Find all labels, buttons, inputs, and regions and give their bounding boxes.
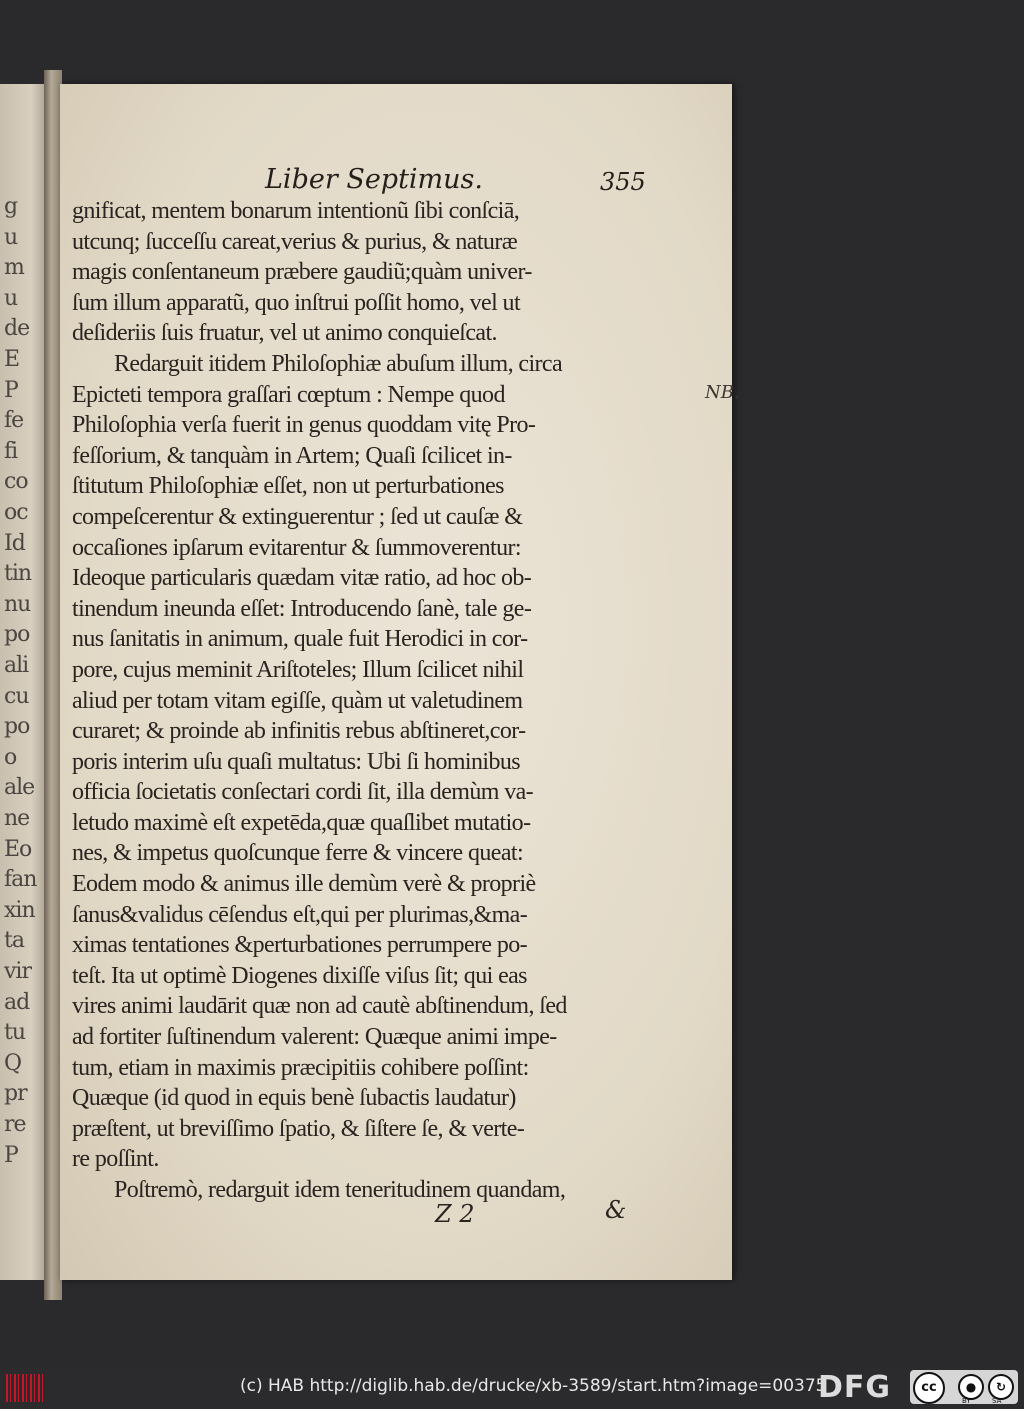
prev-page-fragment: o <box>4 744 17 770</box>
text-line: Poſtremò, redarguit idem teneritudinem quandam, <box>114 1177 566 1203</box>
page-header <box>60 164 732 200</box>
text-line: curaret; & proinde ab infinitis rebus abſtineret,cor- <box>72 718 526 745</box>
text-line: Quæque (id quod in equis benè ſubactis laudatur) <box>72 1085 516 1112</box>
running-head: Liber Septimus. <box>265 164 483 195</box>
page-number: 355 <box>600 168 646 196</box>
text-line: præſtent, ut breviſſimo ſpatio, & ſiſtere ſe, & verte- <box>72 1115 525 1142</box>
text-line: ſum illum apparatũ, quo inſtrui poſſit homo, vel ut <box>72 289 521 316</box>
prev-page-fragment: vir <box>4 959 31 984</box>
catchword: & <box>605 1196 627 1224</box>
prev-page-fragment: u <box>4 285 18 311</box>
text-line: ad fortiter ſuſtinendum valerent: Quæque animi impe- <box>72 1024 557 1051</box>
prev-page-fragment: Id <box>4 530 25 556</box>
prev-page-fragment: po <box>4 714 30 740</box>
text-line: re poſſint. <box>72 1146 159 1173</box>
text-line: teſt. Ita ut optimè Diogenes dixiſſe viſus ſit; qui eas <box>72 962 527 989</box>
prev-page-fragment: ali <box>4 653 29 678</box>
text-line: tum, etiam in maximis præcipitiis cohibere poſſint: <box>72 1054 529 1081</box>
prev-page-fragment: ta <box>4 928 24 954</box>
prev-page-fragment: fan <box>4 867 37 893</box>
dfg-logo: DFG <box>818 1370 892 1405</box>
prev-page-fragment: co <box>4 469 28 495</box>
text-line: ſtitutum Philoſophiæ eſſet, non ut perturbationes <box>72 473 504 500</box>
prev-page-fragment: E <box>4 347 20 372</box>
cc-icon: cc <box>913 1372 945 1404</box>
footer-bar <box>0 1366 1024 1409</box>
text-line: nus ſanitatis in animum, quale fuit Herodici in cor- <box>72 626 528 653</box>
prev-page-fragment: de <box>4 316 30 342</box>
text-line: vires animi laudārit quæ non ad cautè abſtinendum, ſed <box>72 993 567 1020</box>
sa-label: SA <box>992 1397 1002 1405</box>
prev-page-fragment: ad <box>4 989 30 1015</box>
text-line: nes, & impetus quoſcunque ferre & vincere queat: <box>72 840 524 867</box>
text-line: Philoſophia verſa fuerit in genus quoddam vitę Pro- <box>72 412 536 439</box>
prev-page-fragment: m <box>4 255 24 281</box>
text-line: pore, cujus meminit Ariſtoteles; Illum ſcilicet nihil <box>72 656 524 683</box>
prev-page-fragment: re <box>4 1112 26 1137</box>
prev-page-fragment: P <box>4 1142 18 1168</box>
text-line: Epicteti tempora graſſari cœptum : Nempe quod <box>72 381 505 408</box>
text-line: utcunq; ſucceſſu careat,verius & purius, & naturæ <box>72 228 518 255</box>
prev-page-fragment: fi <box>4 438 18 464</box>
text-line: feſſorium, & tanquàm in Artem; Quaſi ſcilicet in- <box>72 442 512 469</box>
prev-page-fragment: cu <box>4 683 29 709</box>
copyright-link[interactable]: (c) HAB http://diglib.hab.de/drucke/xb-3589/start.htm?image=00375 <box>240 1376 827 1396</box>
text-line: officia ſocietatis conſectari cordi ſit, illa demùm va- <box>72 779 534 806</box>
text-line: ximas tentationes &perturbationes perrumpere po- <box>72 932 528 959</box>
prev-page-fragment: Eo <box>4 836 32 862</box>
prev-page-fragment: oc <box>4 500 28 525</box>
prev-page-fragment: tu <box>4 1020 26 1046</box>
prev-page-fragment: xin <box>4 897 35 923</box>
prev-page-fragment: ne <box>4 806 30 831</box>
by-label: BY <box>962 1397 971 1405</box>
prev-page-fragment: po <box>4 622 30 648</box>
sa-icon: ↻ <box>988 1374 1014 1400</box>
prev-page-fragment: fe <box>4 408 24 434</box>
book-page <box>60 84 740 1280</box>
prev-page-fragment: nu <box>4 591 31 617</box>
hab-barcode-icon <box>6 1374 46 1402</box>
margin-note: NB. <box>705 382 740 403</box>
text-line: compeſcerentur & extinguerentur ; ſed ut cauſæ & <box>72 503 523 530</box>
text-line: deſideriis ſuis fruatur, vel ut animo conquieſcat. <box>72 320 497 347</box>
text-line: Redarguit itidem Philoſophiæ abuſum illum, circa <box>114 350 563 377</box>
prev-page-fragment: g <box>4 194 18 219</box>
text-line: ſanus&validus cēſendus eſt,qui per plurimas,&ma- <box>72 901 528 928</box>
text-line: gnificat, mentem bonarum intentionũ ſibi conſciā, <box>72 198 520 224</box>
text-line: tinendum ineunda eſſet: Introducendo ſanè, tale ge- <box>72 595 532 622</box>
prev-page-fragment: tin <box>4 561 32 587</box>
text-line: occaſiones ipſarum evitarentur & ſummoverentur: <box>72 534 521 561</box>
text-line: letudo maximè eſt expetēda,quæ quaſlibet mutatio- <box>72 809 531 836</box>
text-line: magis conſentaneum præbere gaudiũ;quàm univer- <box>72 259 532 286</box>
text-line: Eodem modo & animus ille demùm verè & propriè <box>72 871 536 898</box>
text-line: poris interim uſu quaſi multatus: Ubi ſi hominibus <box>72 748 520 775</box>
prev-page-fragment: u <box>4 224 18 250</box>
cc-license-badge[interactable] <box>910 1370 1018 1404</box>
text-line: aliud per totam vitam egiſſe, quàm ut valetudinem <box>72 687 523 714</box>
prev-page-fragment: P <box>4 377 18 403</box>
text-line: Ideoque particularis quædam vitæ ratio, ad hoc ob- <box>72 565 532 592</box>
by-icon: ● <box>958 1374 984 1400</box>
body-text <box>72 196 652 1206</box>
signature-mark: Z 2 <box>435 1200 475 1228</box>
prev-page-fragment: Q <box>4 1050 22 1076</box>
prev-page-fragment: pr <box>4 1081 27 1107</box>
prev-page-fragment: ale <box>4 775 35 801</box>
